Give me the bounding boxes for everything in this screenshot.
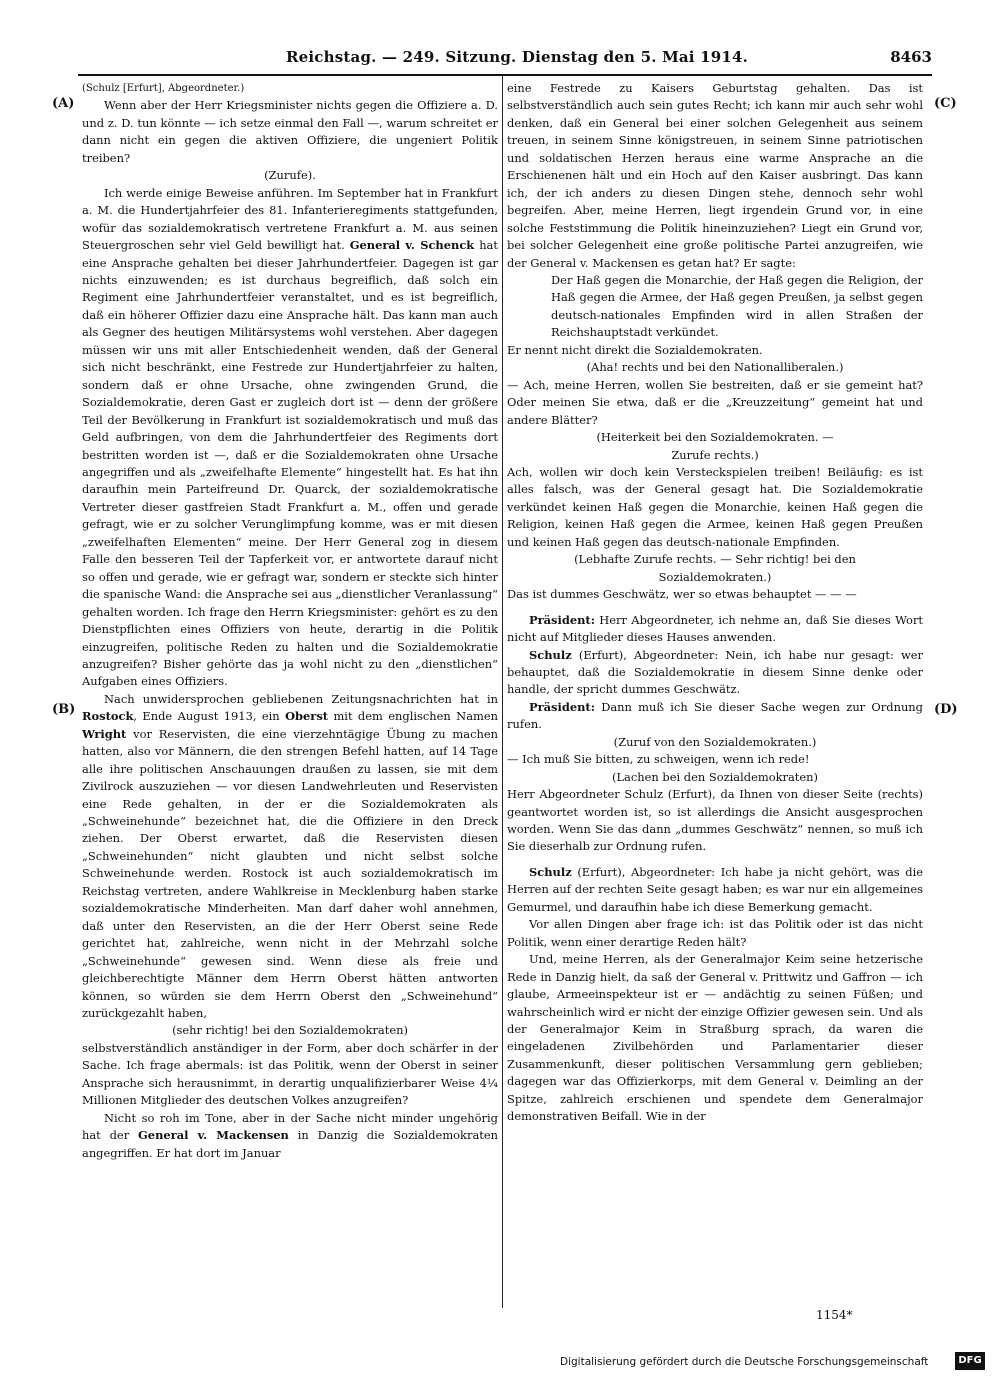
margin-marker-c: (C) bbox=[934, 96, 957, 111]
paragraph: Er nennt nicht direkt die Sozialdemokraten. bbox=[507, 342, 763, 357]
sheet-number: 1154* bbox=[816, 1308, 853, 1322]
paragraph: — Ich muß Sie bitten, zu schweigen, wenn ich rede! bbox=[507, 752, 810, 767]
interjection: (Lebhafte Zurufe rechts. — Sehr richtig! bei den bbox=[574, 552, 856, 567]
paragraph: Wenn aber der Herr Kriegsminister nichts gegen die Offiziere a. D. und z. D. tun könnte — ich setze einmal den Fall —, warum schreitet er dann nicht ein gegen die aktiven Offiziere, die ungeniert Politik treiben? bbox=[82, 98, 498, 165]
margin-marker-b: (B) bbox=[52, 702, 76, 717]
interjection: (Lachen bei den Sozialdemokraten) bbox=[611, 769, 818, 784]
page-number: 8463 bbox=[890, 48, 932, 66]
page-title: Reichstag. — 249. Sitzung. Dienstag den 5. Mai 1914. bbox=[286, 48, 749, 66]
paragraph: Und, meine Herren, als der Generalmajor Keim seine hetzerische Rede in Danzig hielt, da saß der General v. Prittwitz und Gaffron — ich glaube, Armeeinspekteur ist er — andächtig zu seinen Füßen; und wahrscheinlich wird er nicht der einzige Offizier gewesen sein. Und als der Generalmajor Keim in Straßburg sprach, da waren die eingeladenen Zivilbehörden und Parlamentarier dieser Zusammenkunft, dieser politischen Versammlung gern geblieben; dagegen war das Offizierkorps, mit dem General v. Deimling an der Spitze, zahlreich erschienen und spendete dem Generalmajor demonstrativen Beifall. Wie in der bbox=[507, 952, 923, 1124]
person-name: Wright bbox=[82, 726, 127, 741]
paragraph: Schulz (Erfurt), Abgeordneter: Nein, ich habe nur gesagt: wer behauptet, daß die Sozialdemokratie in diesem Sinne denke oder handle, der spricht dummes Geschwätz. bbox=[507, 647, 923, 697]
person-name: General v. Mackensen bbox=[138, 1128, 289, 1143]
page-header bbox=[78, 44, 932, 76]
interjection: Sozialdemokraten.) bbox=[658, 569, 772, 584]
paragraph: Ach, wollen wir doch kein Versteckspielen treiben! Beiläufig: es ist alles falsch, was der General gesagt hat. Die Sozialdemokratie verkündet keinen Haß gegen die Monarchie, keinen Haß gegen die Religion, keinen Haß gegen die Armee, keinen Haß gegen Preußen und keinen Haß gegen das deutsch-nationale Empfinden. bbox=[507, 464, 923, 549]
speaker-name: General v. Schenck bbox=[349, 238, 475, 253]
dfg-logo: DFG bbox=[955, 1352, 985, 1370]
quotation: Der Haß gegen die Monarchie, der Haß gegen die Religion, der Haß gegen die Armee, der Haß gegen Preußen, ja selbst gegen deutsch-nationales Empfinden wird in allen Straßen der Reichshauptstadt verkündet. bbox=[551, 272, 923, 340]
paragraph: Präsident: Herr Abgeordneter, ich nehme an, daß Sie dieses Wort nicht auf Mitglieder dieses Hauses anwenden. bbox=[507, 612, 923, 645]
paragraph: selbstverständlich anständiger in der Form, aber doch schärfer in der Sache. Ich frage abermals: ist das Politik, wenn der Oberst in seiner Ansprache sich herausnimmt, in derartig unqualifizierbarer Weise 4¼ Millionen Mitglieder des deutschen Volkes anzugreifen? bbox=[82, 1040, 498, 1108]
interjection: (sehr richtig! bei den Sozialdemokraten) bbox=[172, 1023, 408, 1038]
margin-marker-a: (A) bbox=[52, 96, 75, 111]
paragraph: Präsident: Dann muß ich Sie dieser Sache wegen zur Ordnung rufen. bbox=[507, 699, 923, 732]
paragraph: eine Festrede zu Kaisers Geburtstag gehalten. Das ist selbstverständlich auch sein gutes Recht; ich kann mir auch sehr wohl denken, daß ein General bei einer solchen Gelegenheit aus seinem treuen, in seinem Sinne königstreuen, in seinem Sinne patriotischen und soldatischen Herzen heraus eine warme Ansprache an die Erschienenen hält und ein Hoch auf den Kaiser ausbringt. Das kann ich, der ich anders zu diesen Dingen stehe, dennoch sehr wohl begreifen. Aber, meine Herren, liegt irgendein Grund vor, in eine solche Feststimmung die Politik hineinzuziehen? Liegt ein Grund vor, bei solcher Gelegenheit eine große politische Partei anzugreifen, wie der General v. Mackensen es getan hat? Er sagte: bbox=[507, 81, 923, 270]
right-column bbox=[507, 80, 923, 1308]
paragraph: Schulz (Erfurt), Abgeordneter: Ich habe ja nicht gehört, was die Herren auf der rechten Seite gesagt haben; es war nur ein allgemeines Gemurmel, und daraufhin habe ich diese Bemerkung gemacht. bbox=[507, 864, 923, 914]
paragraph: Nach unwidersprochen gebliebenen Zeitungsnachrichten hat in Rostock, Ende August 1913, ein Oberst mit dem englischen Namen Wright vor Reservisten, die eine vierzehntägige Übung zu machen hatten, also vor Männern, die den strengen Befehl hatten, auf 14 Tage alle ihre politischen Anschauungen draußen zu lassen, sie mit dem Zivilrock auszuziehen — vor diesen Landwehrleuten und Reservisten eine Rede gehalten, in der er die Sozialdemokraten als „Schweinehunde“ bezeichnet hat, die die Offiziere in den Dreck ziehen. Der Oberst erwartet, daß die Reservisten diesen „Schweinehunden“ nicht glaubten und nicht selbst solche Schweinehunde werden. Rostock ist auch sozialdemokratisch im Reichstag vertreten, andere Wahlkreise in Mecklenburg haben starke sozialdemokratische Minderheiten. Man darf daher wohl annehmen, daß unter den Reservisten, an die der Herr Oberst seine Rede gerichtet hat, zahlreiche, wenn nicht in der Mehrzahl solche „Schweinehunde“ gewesen sind. Wenn diese als freie und gleichberechtigte Männer dem Herrn Oberst hätten antworten können, so würden sie dem Herrn Oberst den „Schweinehund“ zurückgezahlt haben, bbox=[82, 691, 498, 1021]
digitization-credit: Digitalisierung gefördert durch die Deutsche Forschungsgemeinschaft bbox=[560, 1356, 929, 1368]
paragraph: Herr Abgeordneter Schulz (Erfurt), da Ihnen von dieser Seite (rechts) geantwortet worden ist, so ist allerdings die Ansicht ausgesprochen worden. Wenn Sie das dann „dummes Geschwätz“ nennen, so muß ich Sie dieserhalb zur Ordnung rufen. bbox=[507, 787, 923, 854]
speaker-label: Schulz bbox=[529, 647, 572, 662]
left-column bbox=[82, 80, 498, 1308]
interjection: (Aha! rechts und bei den Nationalliberalen.) bbox=[586, 360, 844, 375]
speaker-note: (Schulz [Erfurt], Abgeordneter.) bbox=[82, 83, 245, 94]
place-name: Rostock bbox=[82, 709, 134, 724]
column-divider bbox=[502, 76, 503, 1308]
margin-marker-d: (D) bbox=[934, 702, 958, 717]
paragraph: Nicht so roh im Tone, aber in der Sache nicht minder ungehörig hat der General v. Mackensen in Danzig die Sozialdemokraten angegriffen. Er hat dort im Januar bbox=[82, 1110, 498, 1160]
paragraph: — Ach, meine Herren, wollen Sie bestreiten, daß er sie gemeint hat? Oder meinen Sie etwa, daß er die „Kreuzzeitung“ gemeint hat und andere Blätter? bbox=[507, 377, 923, 427]
speaker-label: Schulz bbox=[529, 864, 572, 879]
paragraph: Vor allen Dingen aber frage ich: ist das Politik oder ist das nicht Politik, wenn einer derartige Reden hält? bbox=[507, 917, 923, 949]
paragraph: Ich werde einige Beweise anführen. Im September hat in Frankfurt a. M. die Hundertjahrfeier des 81. Infanterieregiments stattgefunden, wofür das sozialdemokratisch vertretene Frankfurt a. M. aus seinen Steuergroschen sehr viel Geld bewilligt hat. General v. Schenck hat eine Ansprache gehalten bei dieser Jahrhundertfeier. Dagegen ist gar nichts einzuwenden; es ist durchaus begreiflich, daß solch ein Regiment eine Jahrhundertfeier veranstaltet, und es ist begreiflich, daß ein höherer Offizier dazu eine Ansprache hält. Das kann man auch als Gegner des heutigen Militärsystems wohl verstehen. Aber dagegen müssen wir uns mit aller Entschiedenheit wenden, daß der General sich nicht beschränkt, eine Festrede zur Hundertjahrfeier zu halten, sondern daß er ohne Ursache, ohne zwingenden Grund, die Sozialdemokratie, deren Gast er zugleich dort ist — denn der größere Teil der Bevölkerung in Frankfurt ist sozialdemokratisch und muß das Geld aufbringen, von dem die Jahrhundertfeier des Regiments dort bestritten worden ist —, daß er die Sozialdemokraten ohne Ursache angegriffen und als „zweifelhafte Elemente“ hingestellt hat. Es hat ihn daraufhin mein Parteifreund Dr. Quarck, der sozialdemokratische Vertreter dieser gastfreien Stadt Frankfurt a. M., offen und gerade gefragt, wie er zu solcher Verunglimpfung komme, was er mit diesen „zweifelhaften Elementen“ meine. Der Herr General zog in diesem Falle den besseren Teil der Tapferkeit vor, er antwortete darauf nicht so offen und gerade, wie er gefragt war, sondern er steckte sich hinter die spanische Wand: die Ansprache sei aus „dienstlicher Veranlassung“ gehalten worden. Ich frage den Herrn Kriegsminister: gehört es zu den Dienstpflichten eines Offiziers von heute, derartig in die Politik einzugreifen, politische Reden zu halten und die Sozialdemokratie anzugreifen? Bisher gehörte das ja wohl nicht zu den „dienstlichen“ Aufgaben eines Offiziers. bbox=[82, 185, 498, 689]
rank-name: Oberst bbox=[285, 709, 329, 724]
paragraph: Das ist dummes Geschwätz, wer so etwas behauptet — — — bbox=[507, 587, 857, 602]
speaker-label: Präsident: bbox=[529, 699, 595, 714]
speaker-label: Präsident: bbox=[529, 612, 595, 627]
interjection: (Zuruf von den Sozialdemokraten.) bbox=[613, 734, 817, 749]
interjection: (Zurufe). bbox=[264, 168, 316, 183]
interjection: (Heiterkeit bei den Sozialdemokraten. — bbox=[596, 430, 834, 445]
interjection: Zurufe rechts.) bbox=[671, 447, 759, 462]
